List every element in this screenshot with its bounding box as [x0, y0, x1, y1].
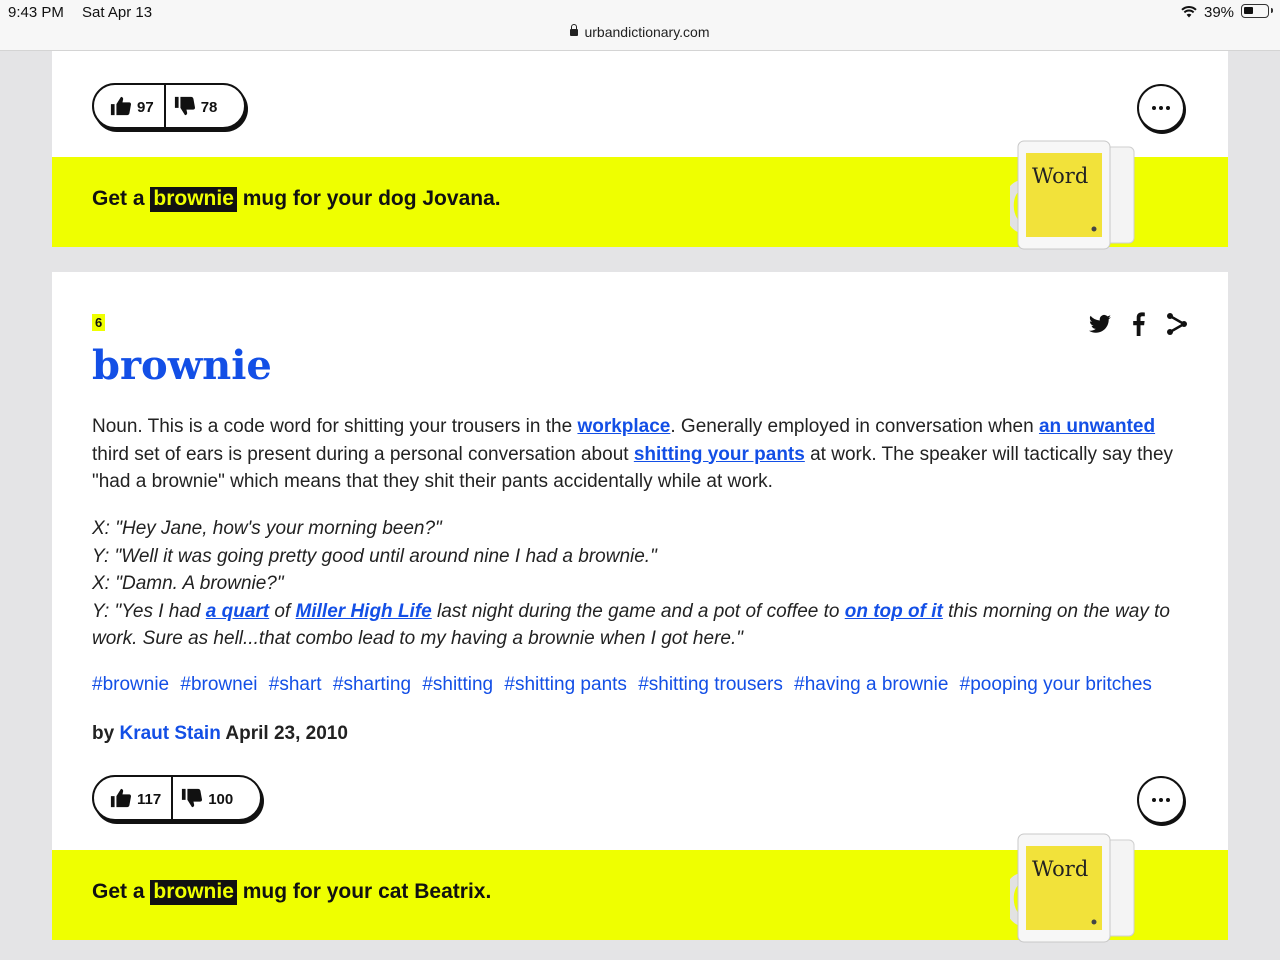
- ad-suffix: mug for your cat Beatrix.: [242, 880, 492, 903]
- ad-prefix: Get a: [92, 187, 145, 210]
- definition-part: at work. The speaker will tactically say they "had a brownie" which means that they shit their pants accidentally while at work.: [92, 443, 1174, 492]
- mug-image: [1010, 828, 1170, 948]
- battery-icon: [1241, 4, 1269, 18]
- example-link-on-top-of-it[interactable]: on top of it: [844, 600, 943, 622]
- mug-label: Word: [1032, 857, 1089, 881]
- prev-upvote-button[interactable]: [94, 85, 164, 127]
- mug-ad-text: [92, 187, 501, 211]
- more-icon: [1152, 106, 1170, 110]
- lock-icon: [570, 29, 578, 36]
- definition-link-workplace[interactable]: workplace: [577, 416, 671, 437]
- prev-definition-card: [52, 51, 1228, 247]
- definition-link-unwanted[interactable]: an unwanted: [1038, 416, 1156, 437]
- mug-ad-text: [92, 880, 491, 904]
- definition-part: third set of ears is present during a personal conversation about: [92, 443, 634, 465]
- wifi-icon: [1180, 3, 1198, 19]
- definition-card: [52, 272, 1228, 940]
- mug-image: [1010, 135, 1170, 255]
- example-link-miller-high-life[interactable]: Miller High Life: [295, 600, 432, 622]
- example-link-a-quart[interactable]: a quart: [205, 600, 270, 622]
- thumbs-up-icon: [110, 787, 132, 809]
- tag-link[interactable]: #pooping your britches: [959, 674, 1152, 695]
- status-bar: [0, 0, 1280, 51]
- tag-link[interactable]: #shart: [268, 674, 322, 695]
- facebook-icon[interactable]: [1128, 312, 1148, 336]
- thumbs-down-icon: [181, 787, 203, 809]
- example-part: last night during the game and a pot of coffee to: [431, 600, 845, 622]
- status-date: Sat Apr 13: [82, 4, 153, 21]
- word-title[interactable]: brownie: [92, 342, 272, 389]
- tag-list: [92, 674, 1192, 696]
- tag-link[interactable]: #sharting: [332, 674, 412, 695]
- battery-fill: [1244, 7, 1253, 14]
- example-line: Y: "Well it was going pretty good until around nine I had a brownie.": [92, 545, 657, 567]
- definition-link-shitting-pants[interactable]: shitting your pants: [633, 443, 805, 465]
- battery-percent: 39%: [1204, 4, 1235, 21]
- prev-more-button[interactable]: [1137, 84, 1185, 132]
- example-line: [92, 598, 1192, 653]
- example-line: X: "Damn. A brownie?": [92, 573, 284, 594]
- address-bar[interactable]: [0, 24, 1280, 40]
- example-part: Y: "Yes I had: [92, 600, 206, 622]
- upvote-count: 117: [137, 791, 162, 808]
- prev-vote-group: [92, 83, 246, 129]
- prev-upvote-count: 97: [137, 99, 154, 116]
- tag-link[interactable]: #shitting trousers: [638, 674, 783, 695]
- mug-ad-banner[interactable]: [52, 850, 1228, 940]
- ad-suffix: mug for your dog Jovana.: [242, 187, 501, 210]
- definition-part: Noun. This is a code word for shitting your trousers in the: [92, 416, 578, 437]
- prev-downvote-button[interactable]: [164, 85, 228, 127]
- thumbs-up-icon: [110, 95, 132, 117]
- more-button[interactable]: [1137, 776, 1185, 824]
- vote-group: [92, 775, 262, 821]
- tag-link[interactable]: #shitting: [422, 674, 494, 695]
- rank-badge: 6: [92, 314, 105, 331]
- ad-word-highlight: brownie: [150, 880, 237, 905]
- example-part: of: [269, 600, 296, 622]
- downvote-button[interactable]: [171, 777, 243, 819]
- url-text: urbandictionary.com: [584, 24, 710, 40]
- tag-link[interactable]: #brownei: [180, 674, 258, 695]
- downvote-count: 100: [208, 791, 234, 808]
- prev-downvote-count: 78: [200, 99, 218, 116]
- example-text: [92, 515, 1192, 653]
- mug-ad-banner[interactable]: [52, 157, 1228, 247]
- tag-link[interactable]: #having a brownie: [794, 674, 949, 695]
- share-icon[interactable]: [1166, 312, 1188, 336]
- ad-word-highlight: brownie: [150, 187, 237, 212]
- mug-label: Word: [1032, 164, 1089, 188]
- thumbs-down-icon: [174, 95, 196, 117]
- entry-date: April 23, 2010: [225, 723, 348, 744]
- author-link[interactable]: Kraut Stain: [119, 723, 221, 744]
- definition-text: [92, 413, 1192, 496]
- example-part: this morning on the way to work. Sure as hell...that combo lead to my having a brownie when I got here.": [92, 600, 1170, 649]
- definition-part: . Generally employed in conversation when: [670, 416, 1039, 437]
- status-time: 9:43 PM: [8, 4, 64, 21]
- example-line: X: "Hey Jane, how's your morning been?": [92, 518, 442, 539]
- more-icon: [1152, 798, 1170, 802]
- byline-by: by: [92, 723, 115, 744]
- ad-prefix: Get a: [92, 880, 145, 903]
- twitter-icon[interactable]: [1088, 312, 1112, 336]
- byline: [92, 723, 348, 745]
- tag-link[interactable]: #shitting pants: [504, 674, 627, 695]
- tag-link[interactable]: #brownie: [92, 674, 170, 695]
- upvote-button[interactable]: [94, 777, 171, 819]
